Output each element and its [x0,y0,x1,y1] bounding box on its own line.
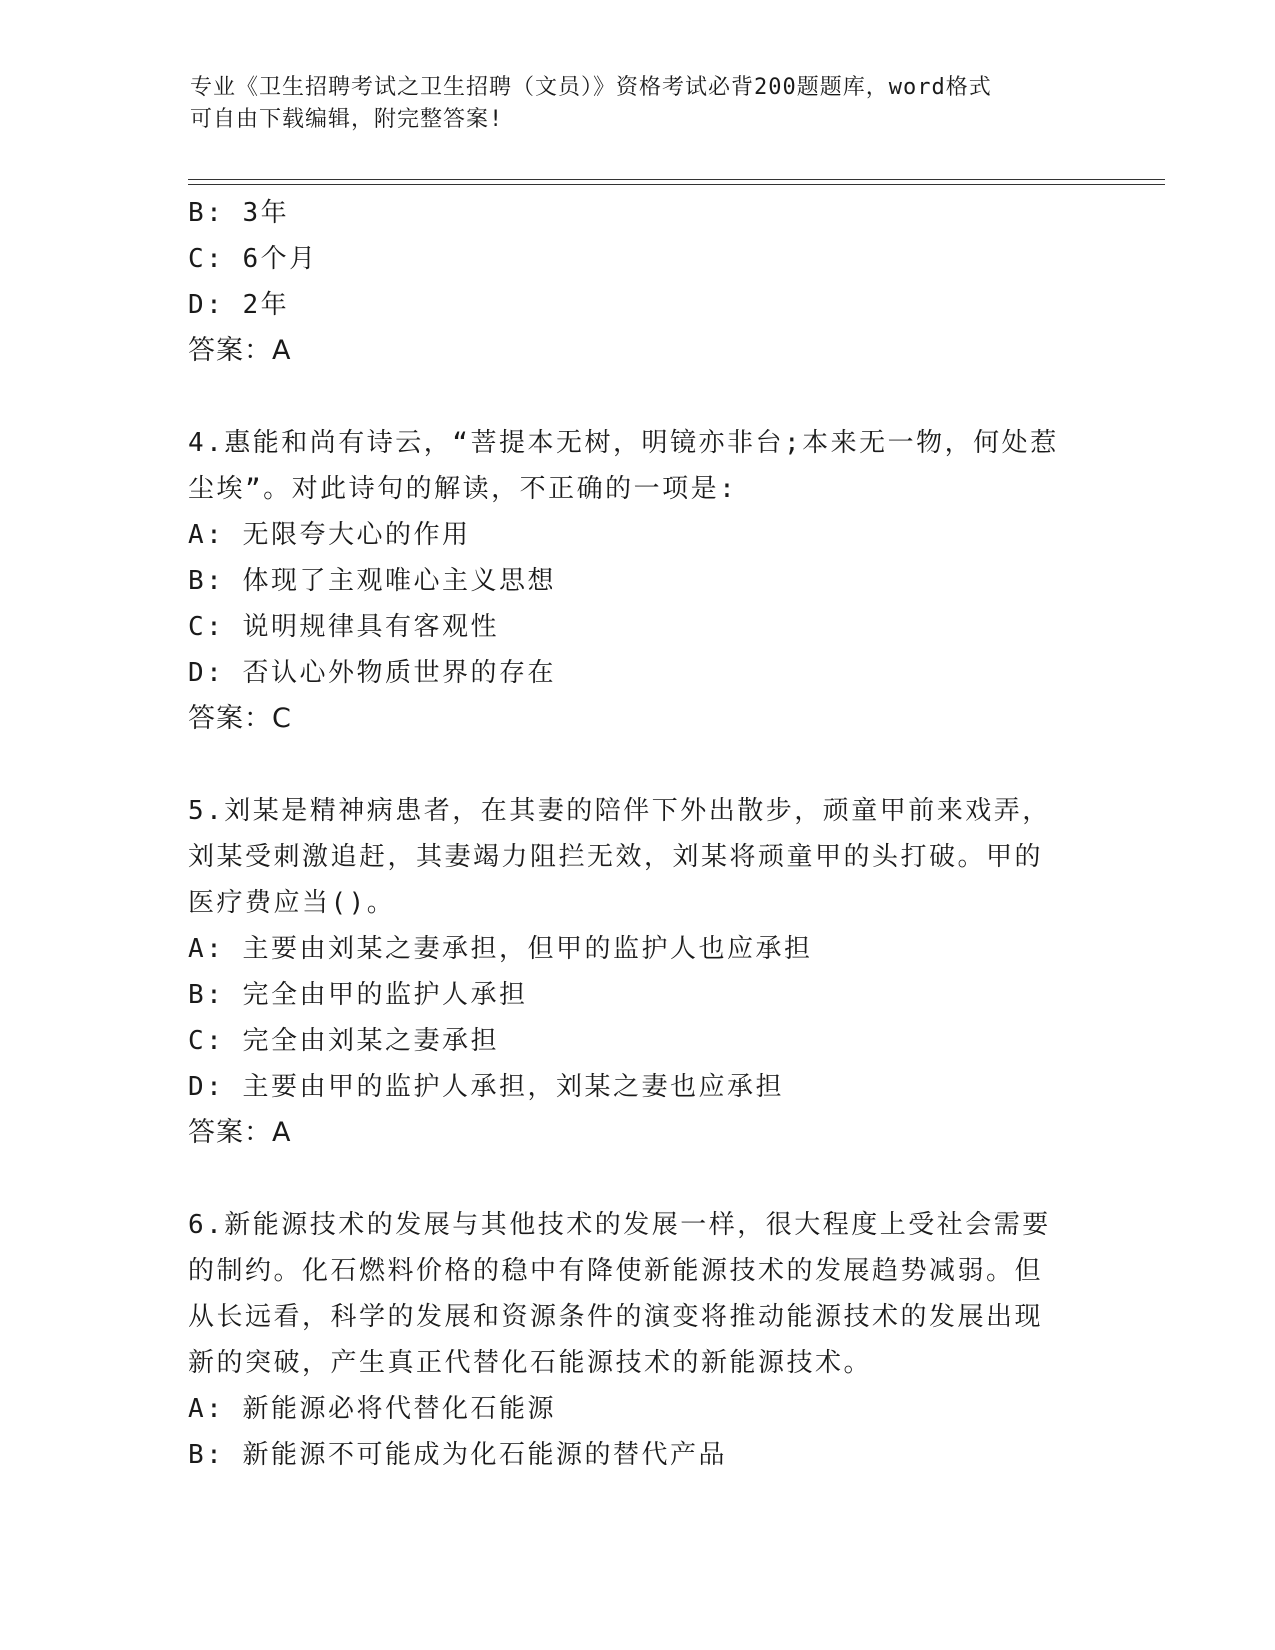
option-b: B: 新能源不可能成为化石能源的替代产品 [188,1440,727,1470]
option-a: A: 无限夸大心的作用 [188,520,471,550]
option-b: B: 完全由甲的监护人承担 [188,980,528,1010]
question-stem-line: 刘某受刺激追赶，其妻竭力阻拦无效，刘某将顽童甲的头打破。甲的 [188,842,1044,872]
carryover-question [188,190,1088,374]
question-stem-line: 尘埃”。对此诗句的解读，不正确的一项是: [188,474,738,504]
question-stem-line: 6.新能源技术的发展与其他技术的发展一样，很大程度上受社会需要 [188,1210,1051,1240]
answer-line: 答案：A [188,335,292,366]
header-divider-bottom [188,184,1165,185]
option-b: B: 3年 [188,198,290,228]
header-divider-top [188,179,1165,180]
spacer [188,374,1088,420]
answer-line: 答案：C [188,703,292,734]
question-content [188,190,1088,1478]
option-d: D: 2年 [188,290,290,320]
option-b: B: 体现了主观唯心主义思想 [188,566,556,596]
question-stem-line: 从长远看，科学的发展和资源条件的演变将推动能源技术的发展出现 [188,1302,1044,1332]
option-c: C: 说明规律具有客观性 [188,612,499,642]
option-a: A: 主要由刘某之妻承担，但甲的监护人也应承担 [188,934,813,964]
question-4 [188,420,1088,742]
spacer [188,742,1088,788]
header-line-1: 专业《卫生招聘考试之卫生招聘（文员）》资格考试必背200题题库，word格式 [190,75,992,100]
question-stem-line: 医疗费应当()。 [188,888,396,918]
option-c: C: 完全由刘某之妻承担 [188,1026,499,1056]
question-stem-line: 5.刘某是精神病患者，在其妻的陪伴下外出散步，顽童甲前来戏弄， [188,796,1051,826]
option-c: C: 6个月 [188,244,318,274]
question-stem-line: 新的突破，产生真正代替化石能源技术的新能源技术。 [188,1348,873,1378]
spacer [188,1156,1088,1202]
option-d: D: 否认心外物质世界的存在 [188,658,556,688]
answer-line: 答案：A [188,1117,292,1148]
question-5 [188,788,1088,1156]
question-6 [188,1202,1088,1478]
question-stem-line: 的制约。化石燃料价格的稳中有降使新能源技术的发展趋势减弱。但 [188,1256,1044,1286]
document-header [190,72,1090,136]
question-stem-line: 4.惠能和尚有诗云，“菩提本无树，明镜亦非台;本来无一物，何处惹 [188,428,1059,458]
header-line-2: 可自由下载编辑，附完整答案! [190,107,504,132]
option-a: A: 新能源必将代替化石能源 [188,1394,556,1424]
option-d: D: 主要由甲的监护人承担，刘某之妻也应承担 [188,1072,784,1102]
